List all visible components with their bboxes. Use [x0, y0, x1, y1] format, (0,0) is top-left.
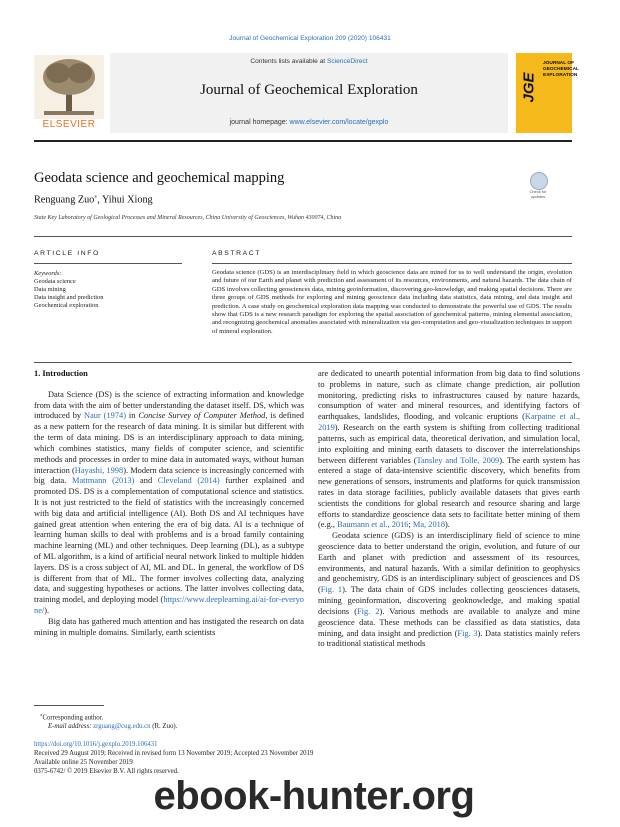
- crossmark-icon: [530, 172, 548, 190]
- citation-link[interactable]: Naur (1974): [84, 411, 126, 421]
- journal-masthead: [110, 53, 508, 133]
- tree-icon: [34, 55, 104, 119]
- paragraph: Geodata science (GDS) is an interdisciplinary field of science to mine geoscience data to better understand the origin, evolution, and future of our Earth and planet with prediction and assessment of its resources, environments, and natural hazards. With a similar definition to geophysics and geochemistry, GDS is an interdisciplinary subject of geosciences and DS (Fig. 1). The data chain of GDS includes collecting geosciences datasets, mining geoinformation, discovering geoknowledge, and making spatial decisions (Fig. 2). Various methods are available to analyze and mine geoscience data. These methods can be classified as data statistics, data mining, and data insight and prediction (Fig. 3). Data statistics mainly refers to traditional statistical methods: [318, 531, 580, 649]
- email-link[interactable]: zrguang@cug.edu.cn: [93, 723, 151, 731]
- received-dates: Received 29 August 2019; Received in revised form 13 November 2019; Accepted 23 November 2019: [34, 750, 314, 757]
- journal-cover: [516, 53, 579, 133]
- check-updates-badge[interactable]: [522, 172, 554, 202]
- abstract-heading: ABSTRACT: [212, 250, 262, 257]
- affiliation: State Key Laboratory of Geological Processes and Mineral Resources, China University of Geosciences, Wuhan 430074, China: [34, 215, 342, 221]
- sciencedirect-link[interactable]: ScienceDirect: [326, 58, 368, 65]
- body-right-column: [318, 369, 580, 650]
- keyword: Data mining: [34, 286, 66, 294]
- online-date: Available online 25 November 2019: [34, 759, 133, 766]
- watermark: ebook-hunter.org: [153, 774, 475, 818]
- footnote-rule: [34, 705, 104, 706]
- article-info-heading: ARTICLE INFO: [34, 250, 100, 257]
- citation-link[interactable]: Karpatne et al., 2019: [318, 412, 581, 433]
- section-title: 1. Introduction: [34, 369, 88, 378]
- cover-name: JOURNAL OF GEOCHEMICAL EXPLORATION: [543, 61, 579, 78]
- figure-link[interactable]: Fig. 1: [320, 585, 343, 595]
- cover-abbrev: JGE: [520, 72, 538, 103]
- keyword: Data insight and prediction: [34, 294, 104, 302]
- citation-link[interactable]: Tansley and Tolle, 2009: [416, 455, 500, 465]
- affil-rule: [34, 236, 572, 237]
- info-rule: [34, 263, 182, 264]
- elsevier-logo: [34, 55, 104, 133]
- citation-link[interactable]: Cleveland (2014): [157, 476, 220, 486]
- check-updates-label: Check for updates: [529, 189, 547, 199]
- keyword: Geodata science: [34, 278, 76, 286]
- abstract-bottom-rule: [34, 362, 572, 363]
- keywords-block: [34, 270, 103, 310]
- abstract-rule: [212, 263, 572, 264]
- article-title: Geodata science and geochemical mapping: [34, 170, 285, 186]
- paragraph: Big data has gathered much attention and has instigated the research on data mining in multiple domains. Similarly, earth scientists: [34, 616, 304, 637]
- figure-link[interactable]: Fig. 3: [457, 628, 478, 638]
- paragraph: Data Science (DS) is the science of extracting information and knowledge from data with the aim of better understanding the dataset itself. DS, which was introduced by Naur (1974) in Concise Survey of Computer Method, is defined as a new pattern for the research of data mining. It is similar but different with the term of data mining. DS is an interdisciplinary approach to data mining, which combines statistics, many fields of computer science, and scientific methods and processes in order to mine data in automated ways, without human interaction (Hayashi, 1998). Modern data science is increasingly concerned with big data. Mattmann (2013) and Cleveland (2014) further explained and promoted DS. DS is a complementation of computational science and statistics. It is not just restricted to the field of statistics with the increasingly concerned with big data and artificial intelligence (AI). Both DS and AI techniques have gained great attention when entering the era of big data. AI is a technique of learning human skills to deal with problems and is a broad family containing machine learning (ML) and other techniques. Deep learning (DL), as a subtype of ML algorithm, is a kind of artificial neural network linked to multiple hidden layers. DS is a cross subject of AI, ML and DL. In general, the workflow of DS is different from that of ML. The former involves collecting data, analyzing data, and suggesting hypotheses or actions. The latter involves collecting data, training model, and deploying model (https://www.deeplearning.ai/ai-for-everyone/).: [34, 389, 305, 616]
- citation-link[interactable]: Ma, 2018: [412, 520, 446, 530]
- corresponding-note: Corresponding author.: [42, 714, 104, 722]
- homepage-link[interactable]: www.elsevier.com/locate/gexplo: [289, 119, 389, 126]
- abstract-text: Geodata science (GDS) is an interdisciplinary field in which geoscience data are mined for us to well understand the origin, evolution and future of our Earth and planet with prediction and assessment of its resources, environments, and natural hazards. The data chain of GDS involves collecting geosciences data, mining geoinformation, discovering geo-knowledge, and making spatial decisions. There are three groups of GDS methods for exploring and mining geoscience data including data statistics, data mining, and data insight and prediction. A case study on geochemical exploration data mapping was conducted to demonstrate the powerful use of GDS. The results show that GDS is a new research paradigm for exploring the spatial association of geochemical patterns, mining elemental association, and recognizing geochemical anomalies associated with mineralization via geo-computation and geo-visualization techniques in support of mineral exploration.: [212, 269, 572, 335]
- keyword: Geochemical exploration: [34, 302, 99, 310]
- author-list: Renguang Zuo⁎, Yihui Xiong: [34, 194, 153, 206]
- footnote: ⁎Corresponding author. E-mail address: zrguang@cug.edu.cn (R. Zuo).: [40, 713, 178, 731]
- citation-line[interactable]: Journal of Geochemical Exploration 209 (2020) 106431: [229, 35, 391, 42]
- citation-link[interactable]: Baumann et al., 2016: [337, 520, 409, 530]
- contents-line: Contents lists available at ScienceDirect: [250, 58, 368, 65]
- corresponding-mark[interactable]: ⁎: [94, 194, 98, 200]
- journal-title: Journal of Geochemical Exploration: [200, 82, 418, 98]
- author-name: Yihui Xiong: [101, 194, 153, 206]
- citation-link[interactable]: Mattmann (2013): [72, 476, 135, 486]
- url-link[interactable]: https://www.deeplearning.ai/ai-for-everyone/: [34, 595, 304, 616]
- doi-link[interactable]: https://doi.org/10.1016/j.gexplo.2019.106431: [34, 741, 158, 748]
- author-name: Renguang Zuo: [34, 194, 95, 206]
- keywords-label: Keywords:: [34, 270, 62, 277]
- article-meta: [34, 740, 313, 776]
- citation-link[interactable]: Hayashi, 1998: [74, 465, 124, 475]
- header-rule: [34, 140, 572, 142]
- copyright: 0375-6742/ © 2019 Elsevier B.V. All rights reserved.: [34, 768, 179, 775]
- figure-link[interactable]: Fig. 2: [357, 606, 380, 616]
- body-left-column: [34, 369, 304, 639]
- publisher-name: ELSEVIER: [42, 119, 96, 130]
- homepage-line: journal homepage: www.elsevier.com/locate/gexplo: [229, 119, 389, 126]
- paragraph: are dedicated to unearth potential information from big data to find solutions to problems in nature, such as climate change prediction, air pollution monitoring, predicting risks to infrastructures caused by nature hazards, consumption of water and mineral resources, and identifying factors of earthquakes, landslides, flooding, and volcanic eruptions (Karpatne et al., 2019). Research on the earth system is shifting from collecting traditional patterns, such as empirical data, theoretical derivation, and simulation local, into exploiting and mining earth datasets to discover the interrelationships between different variables (Tansley and Tolle, 2009). The earth system has entered a stage of data-intensive scientific discovery, which benefits from new generations of sensors, instruments and platforms for quick transmission rates in data storage facilities, publicly available datasets that gives earth scientists the conditions for global research and resource sharing and large efforts to standardize geoscience data sets to facilitate better mining of them (e.g., Baumann et al., 2016; Ma, 2018).: [318, 369, 581, 530]
